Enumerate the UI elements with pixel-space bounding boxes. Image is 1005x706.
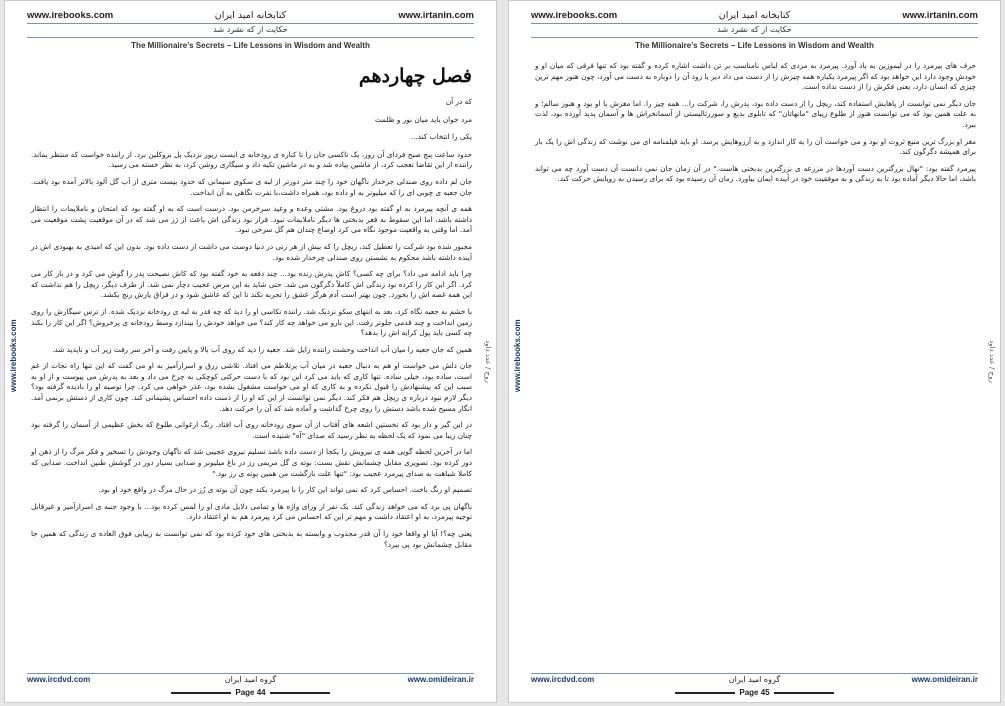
paragraph: همه ی آنچه پیرمرد به او گفته بود دروغ بود. مشتی وعده و وعید سرخرمن بود. درست است که به او گفته بود که امتحان و ناملایمات را انتظار داشته باشد، اما این سقوط به قعر بدبختی ها دیگر ناملایمات نبود. قرار بود زندگی اش باعث از رَز می شد که در آن موقعیت پشت موقعیت می آمد. اما وقتی به واقعیت موجود نگاه می کرد اوضاع چندان هم گل سرخی نبود. bbox=[31, 204, 472, 235]
header-right-url[interactable]: www.irtanin.com bbox=[902, 10, 978, 21]
paragraph: پیرمرد گفته بود: "نهال بزرگترین دست آوردها در مزرعه ی بزرگترین بدبختی هاست." در آن زمان جان نمی دانست آن دست آورد چه می تواند باشد، اما حالا دیگر آماده بود تا به زندگی و به موفقیت خود در آینده ایمان بیاورد. زمان آن رسیده بود که برای رسیدن به رویایش حرکت کند. bbox=[535, 163, 976, 184]
page-45 bbox=[508, 0, 1001, 703]
paragraph: حرف های پیرمرد را در لیموزین به یاد آورد. پیرمرد به مردی که لباس نامناسب بر تن داشت اشاره کرده و گفته بود که تنها فرقی که میان او و خودش وجود دارد این خواهد بود که اگر پیرمرد یکباره همه چیزش را از دست می داد دیر یا زود آن را دوباره به دست می آورد، چون هنوز مهم ترین چیزی که انسان دارد، یعنی فکرش را از دست نداده است. bbox=[535, 61, 976, 92]
paragraph: تصمیم او رنگ باخت. احساس کرد که نمی تواند این کار را با پیرمرد بکند چون آن بوته ی رُز در حال مرگ در واقع خود او بود. bbox=[98, 485, 472, 495]
book-title: The Millionaire’s Secrets – Life Lessons in Wisdom and Wealth bbox=[635, 41, 874, 50]
paragraph: مرد جوان باید میان نور و ظلمت bbox=[374, 114, 472, 124]
footer-right-url[interactable]: www.omideiran.ir bbox=[911, 675, 978, 684]
header-divider bbox=[27, 37, 474, 38]
side-url[interactable]: www.irebooks.com bbox=[513, 319, 522, 393]
page-number bbox=[5, 688, 496, 697]
paragraph: جان لم داده روی صندلی جرخدار ناگهان خود را چند متر دورتر از لبه ی سکوی سیمانی که حدود بیست متری از آب گل آلود بالاتر آمده بود یافت. جان جعبه ی چوبی ای را که میلیونر به او داده بود، همراه داشت،با نفرت نگاهی به آن انداخت. bbox=[31, 176, 472, 197]
page-content bbox=[535, 61, 976, 654]
footer-divider bbox=[531, 673, 978, 674]
footer-group-name: گروه امید ایران bbox=[224, 675, 277, 684]
side-tag: روح / عدد داود bbox=[484, 339, 492, 383]
paragraph: مجبور شده بود شرکت را تعطیل کند، ریچل را که بیش از هر زنی در دنیا دوست می داشت از دست داده بود. بدون این که امیدی به بهبودی اش در آینده داشته باشد محکوم به نشستن روی صندلی چرخدار شده بود. bbox=[31, 241, 472, 262]
paragraph: اما در آخرین لحظه گویی همه ی نیرویش را یکجا از دست داده باشد تسلیم نیروی عجیبی شد که ناگهان وجودش را تسخیر و فکر مرگ را از ذهن او دور کرده بود. تصویری مقابل چشمانش نقش بست: بوته ی گل مریمی رز در باغ میلیونر و صدایی بسیار دور در گوشش طنین انداخت. صدایی که کاملا شباهت به صدای پیرمرد عجیب بود: "تنها علت بازگشت من همین بوته ی رز بود." bbox=[31, 447, 472, 478]
side-tag: روح / عدد داود bbox=[988, 339, 996, 383]
footer-left-url[interactable]: www.ircdvd.com bbox=[531, 675, 595, 684]
paragraph: حدود ساعت پنج صبح فردای آن روز، یک تاکسی جان را تا کناره ی رودخانه ی ایست ریور نزدیک پل بروکلین برد. از راننده خواست که منتظر بماند. راننده از این تقاضا تعجب کرد، از ماشین پیاده شد و به در ماشین تکیه داد و سیگاری روشن کرد، به نظر خسته می رسید. bbox=[31, 149, 472, 170]
paragraph: که در آن bbox=[445, 97, 472, 106]
footer-divider bbox=[27, 673, 474, 674]
page-content bbox=[31, 59, 472, 654]
footer-right-url[interactable]: www.omideiran.ir bbox=[407, 675, 474, 684]
header-subtitle: حکایت از که نشرد شد bbox=[213, 25, 288, 34]
page-number-label: Page 44 bbox=[235, 688, 266, 697]
paragraph: مغز او بزرگ ترین منبع ثروت او بود و می خواست آن را به کار اندازد و به آرزوهایش برسد. او باید فیلمنامه ای می نوشت که زندگی اش را یک بار برای همیشه دگرگون کند. bbox=[535, 136, 976, 157]
header-left-url[interactable]: www.irebooks.com bbox=[27, 10, 114, 21]
paragraph: چرا باید ادامه می داد؟ برای چه کسی؟ کاش پدرش زنده بود... چند دفعه به خود گفته بود که کاش نصیحت پدر را گوش می کرد و در بار کار می کرد. اگر این کار را کرده بود زندگی اش کاملاً دگرگون می شد. حتی شاید به این مرض عجیب دچار نمی شد. از طرف دیگر، ریچل را هم نداشت که این همه غصه اش را بخورد. چون بهتر است آدم هرگز عشق را تجربه نکند تا این که عاشق شود و در فراق یارش رنج بکشد. bbox=[31, 269, 472, 300]
paragraph: همین که جان جعبه را میان آب انداخت وحشت راننده زایل شد. جعبه را دید که روی آب بالا و پایین رفت و آخر سر رفت زیر آب و ناپدید شد. bbox=[52, 344, 472, 354]
page-number bbox=[509, 688, 1000, 697]
paragraph: جان دیگر نمی توانست از پاهایش استفاده کند، ریچل را از دست داده بود، پدرش را، شرکت را... همه چیز را. اما مغزش با او بود و هنوز سالم؛ و به علت همین بود که می توانست هنوز از طلوع زیبای "مانهاتان" که تابلوی بدیع و سوررئالیستی از آسمانخراش ها و آسمان پدید آورده بود، لذت ببرد. bbox=[535, 98, 976, 129]
paragraph: در این گیر و دار بود که نخستین اشعه های آفتاب از آن سوی رودخانه روی آب افتاد. رنگ ارغوانی طلوع که بخش عظیمی از آسمان را گرفته بود چنان زیبا می نمود که یک لحظه به نظر رسید که صدای "آه" شنیده است. bbox=[31, 420, 472, 440]
header-library-name: کتابخانه امید ایران bbox=[214, 10, 287, 21]
header-divider bbox=[531, 23, 978, 24]
side-url[interactable]: www.irebooks.com bbox=[9, 319, 18, 393]
page-number-label: Page 45 bbox=[739, 688, 770, 697]
paragraph: یکی را انتخاب کند... bbox=[410, 132, 472, 142]
paragraph: یعنی چه؟! آیا او واقعا خود را آن قدر مجذوب و وابسته به بدبختی های خود کرده بود که نمی توانست به زیبایی فوق العاده ی زندگی که همین جا مقابل چشمانش بود پی ببرد؟ bbox=[31, 529, 472, 549]
header-library-name: کتابخانه امید ایران bbox=[718, 10, 791, 21]
book-title: The Millionaire’s Secrets – Life Lessons in Wisdom and Wealth bbox=[131, 41, 370, 50]
paragraph: جان دلش می خواست او هم به دنبال جعبه در میان آب پرتلاطم می افتاد. تلاشی زرق و اسرارآمیز به او می گفت که این تنها راه نجات از غم است، ساده بود، خیلی ساده. تنها کاری که باید می کرد این بود که با دست حرکتی کوچکی به چرخ می داد و بعد به پدرش می پیوست و از او به سبب این که پیشنهادش را قبول نکرده و به کاری که او می خواست مشغول نشده بود، عذر خواهی می کرد. چرا توصیه او را نادیده گرفته بود؟ دیگر لازم نبود درباره ی ریچل هم فکر کند. دیگر نمی توانست از این که او را از دست داده احساس پشیمانی کند. چون کاری از دستش برنمی آمد. انگار مسیح شده باشد دستش را روی چرخ گذاشت و آماده شد که آن را حرکت دهد. bbox=[31, 361, 472, 413]
paragraph: ناگهان پی برد که می خواهد زندگی کند. یک نفر از ورای واژه ها و تمامی دلایل مادی او را لمس کرده بود... با وجود جنبه ی اسرارآمیز و غیرقابل توجیه پیرمرد، به او اعتقاد داشت و مهم تر این که احساس می کرد پیرمرد هم به او اعتقاد دارد. bbox=[31, 501, 472, 522]
header-left-url[interactable]: www.irebooks.com bbox=[531, 10, 618, 21]
chapter-title: فصل چهاردهم bbox=[358, 65, 472, 87]
header-subtitle: حکایت از که نشرد شد bbox=[717, 25, 792, 34]
page-44 bbox=[4, 0, 497, 703]
footer-group-name: گروه امید ایران bbox=[728, 675, 781, 684]
header-divider bbox=[531, 37, 978, 38]
paragraph: با خشم به جعبه نگاه کرد، بعد به انتهای سکو نزدیک شد. راننده تکاسی او را دید که چه قدر به لبه ی رودخانه نزدیک شده. از ترس سیگارش را روی زمین انداخت و چند قدمی جلوتر رفت. این بارو می خواهد چه کار کند؟ می خواهد خودش را بیندازد وسط رودخانه ی پرخروش؟ اگر این کار را بکند چه کسی باید پول کرایه اش را بدهد؟ bbox=[31, 306, 472, 338]
header-divider bbox=[27, 23, 474, 24]
header-right-url[interactable]: www.irtanin.com bbox=[398, 10, 474, 21]
footer-left-url[interactable]: www.ircdvd.com bbox=[27, 675, 91, 684]
